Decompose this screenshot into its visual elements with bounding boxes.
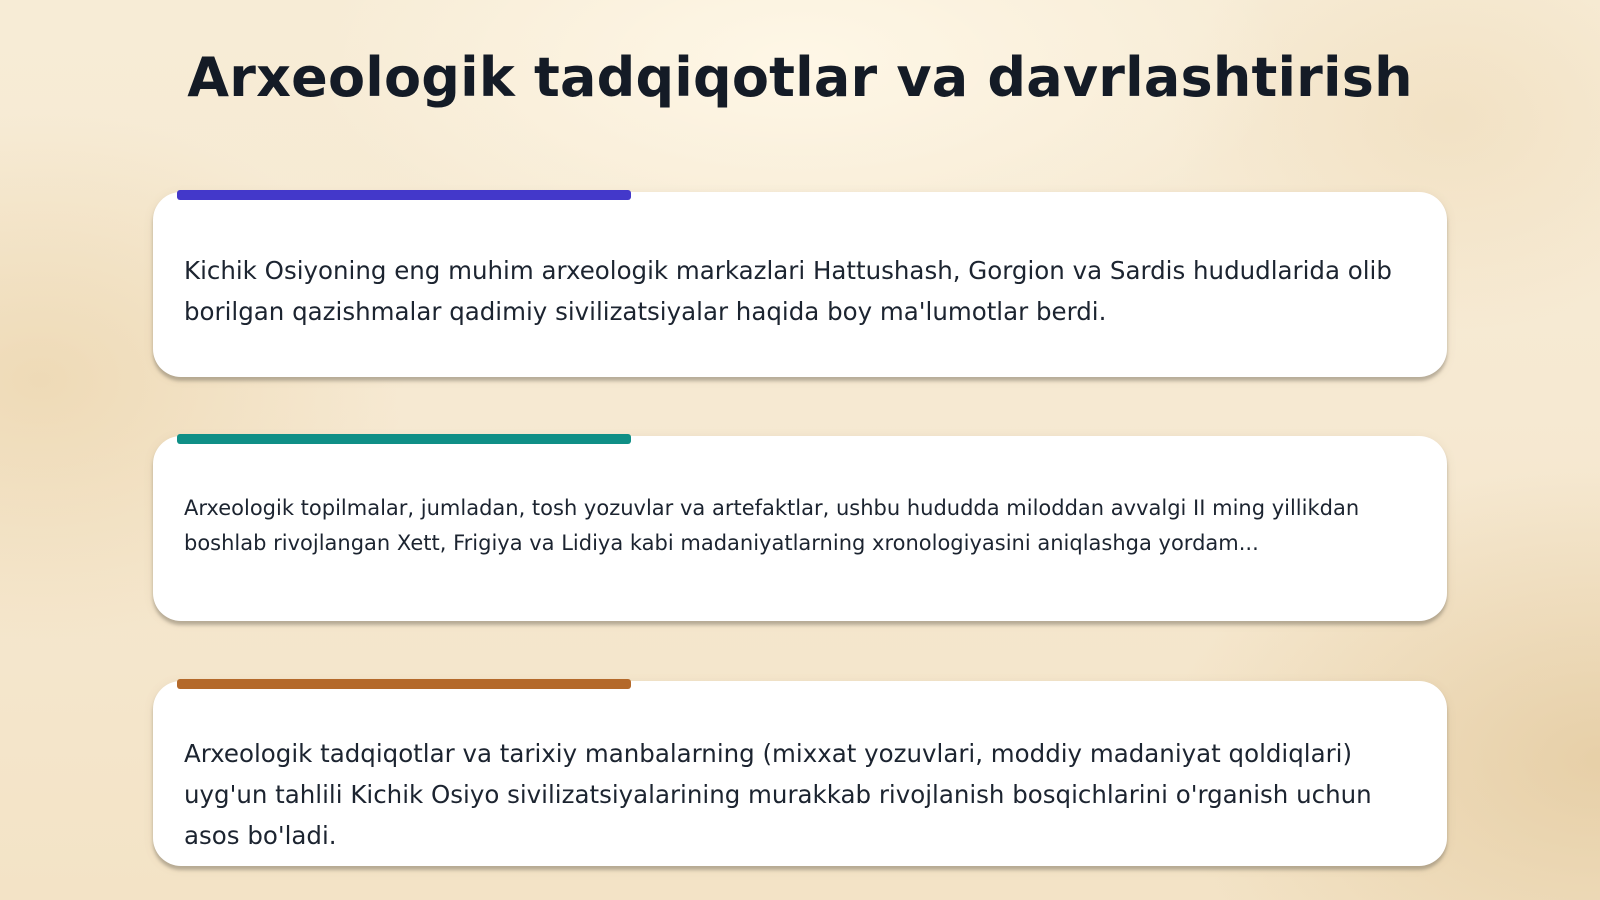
card-accent-bar (177, 679, 631, 689)
info-card-archaeological-centers (153, 192, 1447, 377)
info-card-artifacts-chronology (153, 436, 1447, 621)
card-accent-bar (177, 434, 631, 444)
page-title: Arxeologik tadqiqotlar va davrlashtirish (187, 46, 1413, 109)
card-text: Kichik Osiyoning eng muhim arxeologik markazlari Hattushash, Gorgion va Sardis hududlarida olib borilgan qazishmalar qadimiy sivilizatsiyalar haqida boy ma'lumotlar berdi. (184, 256, 1392, 326)
card-text: Arxeologik tadqiqotlar va tarixiy manbalarning (mixxat yozuvlari, moddiy madaniyat qoldiqlari) uyg'un tahlili Kichik Osiyo sivilizatsiyalarining murakkab rivojlanish bosqichlarini o'rganish uchun asos bo'ladi. (184, 739, 1372, 850)
card-text: Arxeologik topilmalar, jumladan, tosh yozuvlar va artefaktlar, ushbu hududda miloddan avvalgi II ming yillikdan boshlab rivojlangan Xett, Frigiya va Lidiya kabi madaniyatlarning xronologiyasini aniqlashga yordam... (184, 496, 1360, 555)
card-accent-bar (177, 190, 631, 200)
info-card-sources-analysis (153, 681, 1447, 866)
